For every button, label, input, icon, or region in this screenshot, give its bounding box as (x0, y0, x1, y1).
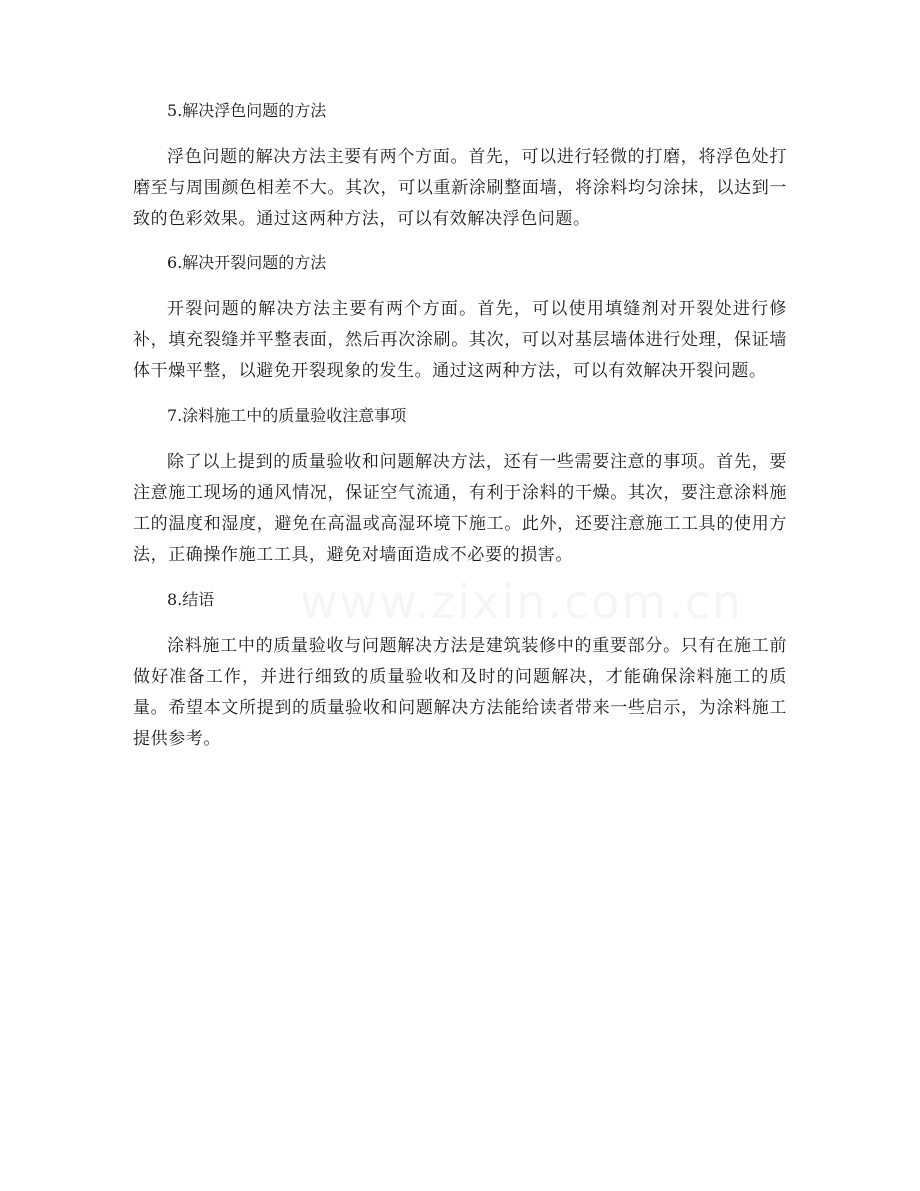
section-heading-7: 7.涂料施工中的质量验收注意事项 (167, 406, 407, 425)
section-body-7: 除了以上提到的质量验收和问题解决方法，还有一些需要注意的事项。首先，要注意施工现场的通风情况，保证空气流通，有利于涂料的干燥。其次，要注意涂料施工的温度和湿度，避免在高温或高湿环境下施工。此外，还要注意施工工具的使用方法，正确操作施工工具，避免对墙面造成不必要的损害。 (133, 452, 787, 565)
section-body-5: 浮色问题的解决方法主要有两个方面。首先，可以进行轻微的打磨，将浮色处打磨至与周围颜色相差不大。其次，可以重新涂刷整面墙，将涂料均匀涂抹，以达到一致的色彩效果。通过这两种方法，可以有效解决浮色问题。 (133, 147, 787, 229)
section-heading-6: 6.解决开裂问题的方法 (167, 253, 327, 272)
section-heading-8: 8.结语 (167, 590, 215, 609)
section-heading-5: 5.解决浮色问题的方法 (167, 101, 327, 120)
watermark: www.zixin.com.cn (300, 575, 744, 629)
section-body-6: 开裂问题的解决方法主要有两个方面。首先，可以使用填缝剂对开裂处进行修补，填充裂缝并平整表面，然后再次涂刷。其次，可以对基层墙体进行处理，保证墙体干燥平整，以避免开裂现象的发生。通过这两种方法，可以有效解决开裂问题。 (133, 299, 787, 381)
document-page (133, 100, 787, 755)
section-body-8: 涂料施工中的质量验收与问题解决方法是建筑装修中的重要部分。只有在施工前做好准备工作，并进行细致的质量验收和及时的问题解决，才能确保涂料施工的质量。希望本文所提到的质量验收和问题解决方法能给读者带来一些启示，为涂料施工提供参考。 (133, 636, 787, 749)
